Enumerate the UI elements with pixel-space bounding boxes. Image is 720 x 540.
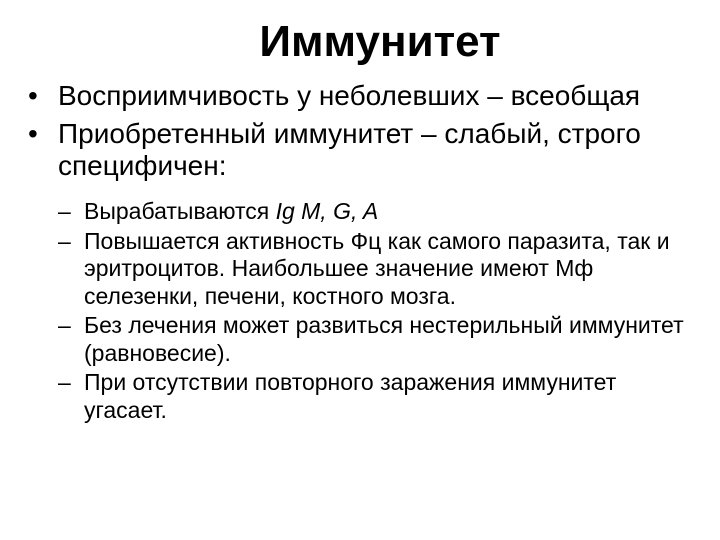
slide-content xyxy=(28,80,698,426)
dash-marker: – xyxy=(58,369,71,395)
dash-marker: – xyxy=(58,227,71,254)
bullet-item xyxy=(28,80,698,112)
subbullet-item xyxy=(58,228,698,311)
subbullet-text: Повышается активность Фц как самого паразита, так и эритроцитов. Наибольшее значение имеют Мф селезенки, печени, костного мозга. xyxy=(84,227,670,309)
bullet-marker: • xyxy=(28,118,38,149)
slide-title: Иммунитет xyxy=(259,17,501,66)
dash-marker: – xyxy=(58,198,71,224)
subbullet-text: Вырабатываются xyxy=(84,198,276,224)
subbullet-item xyxy=(58,312,698,367)
subbullet-text: Без лечения может развиться нестерильный иммунитет (равновесие). xyxy=(84,312,684,366)
bullet-text: Восприимчивость у неболевших – всеобщая xyxy=(58,80,641,111)
subbullet-italic-text: Ig M, G, A xyxy=(275,198,379,224)
subbullet-text: При отсутствии повторного заражения иммунитет угасает. xyxy=(84,369,617,423)
bullet-marker: • xyxy=(28,80,38,111)
subbullet-item xyxy=(58,369,698,424)
subbullet-item xyxy=(58,198,698,226)
bullet-item xyxy=(28,118,698,182)
subbullet-list xyxy=(28,198,698,424)
bullet-text: Приобретенный иммунитет – слабый, строго специфичен: xyxy=(58,118,641,181)
dash-marker: – xyxy=(58,312,71,338)
